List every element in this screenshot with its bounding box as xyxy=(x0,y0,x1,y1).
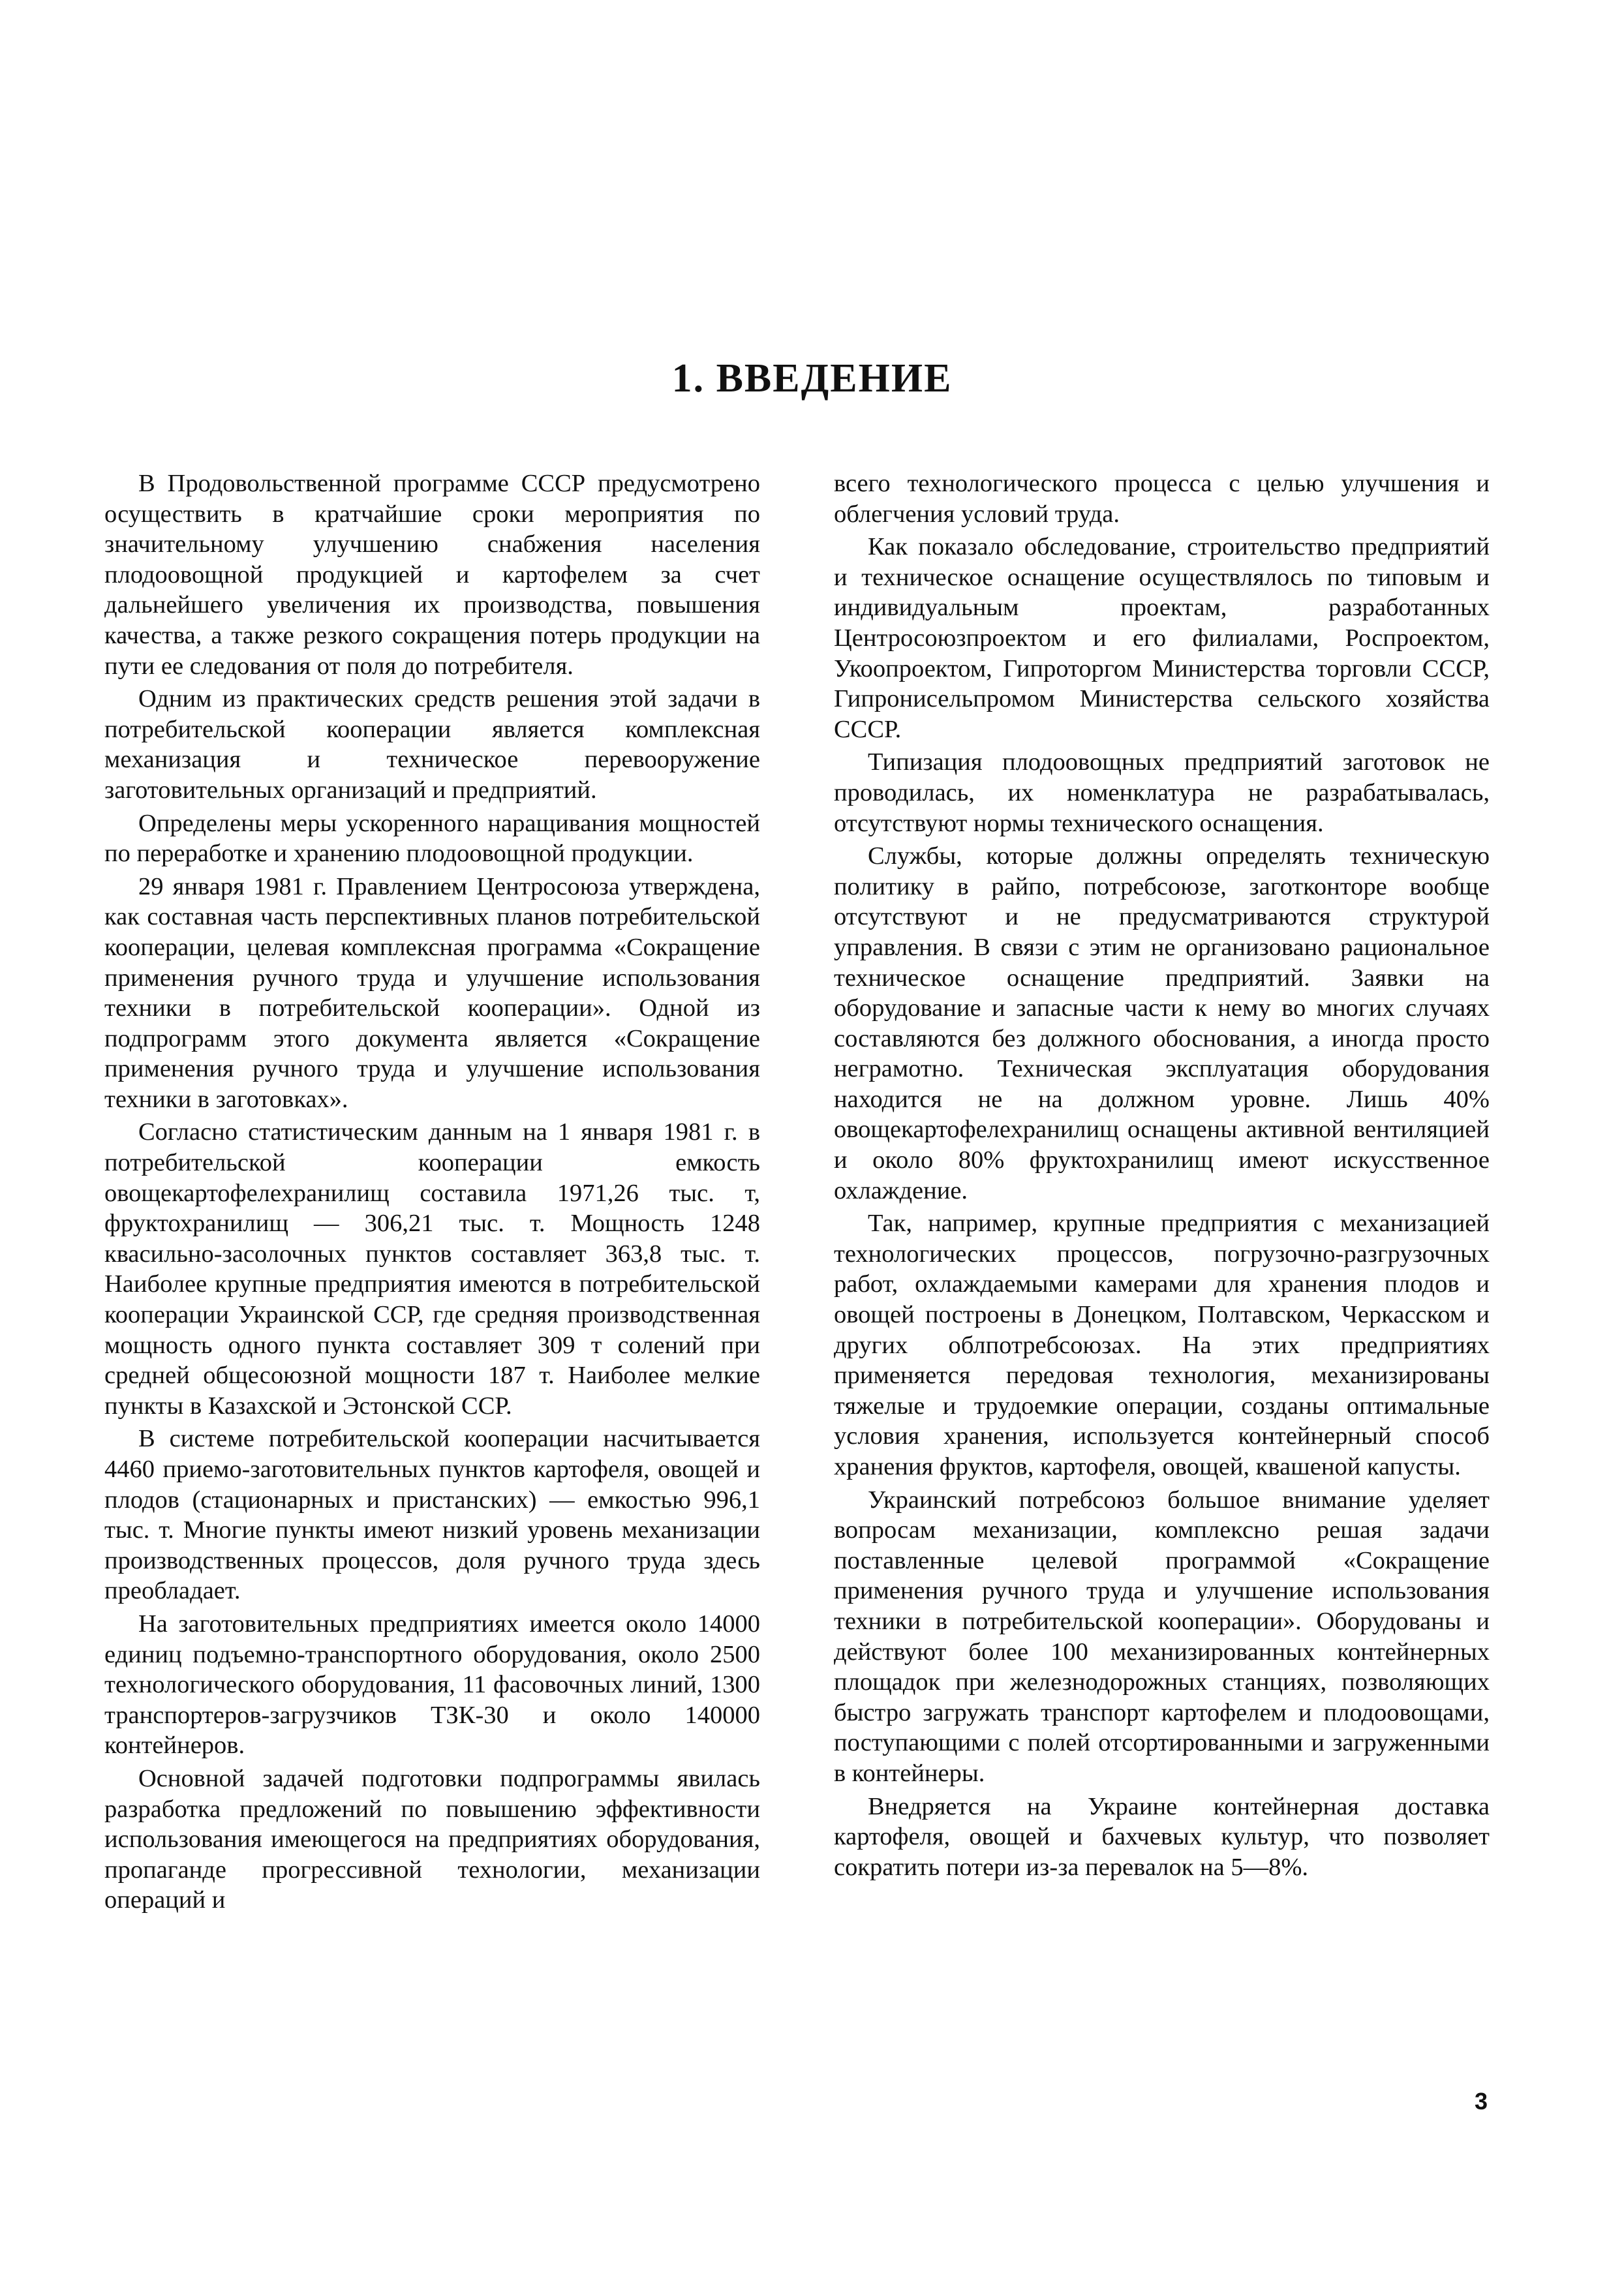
paragraph-large-enterprises: Так, например, крупные предприятия с механизацией технологических процессов, погрузочно-разгрузочных работ, охлаждаемыми камерами для хранения плодов и овощей построены в Донецком, Полтавском, Черкасском и других облпотребсоюзах. На этих предприятиях применяется передовая технология, механизированы тяжелые и трудоемкие операции, созданы оптимальные условия хранения, используется контейнерный способ хранения фруктов, картофеля, овощей, квашеной капусты. xyxy=(834,1210,1490,1480)
paragraph-continuation: всего технологического процесса с целью улучшения и облегчения условий труда. xyxy=(834,470,1490,528)
paragraph-equipment: На заготовительных предприятиях имеется около 14000 единиц подъемно-транспортного оборудования, около 2500 технологического оборудования, 11 фасовочных линий, 1300 транспортеров-загрузчиков ТЗК-30 и около 140000 контейнеров. xyxy=(104,1610,760,1760)
paragraph-procurement-points: В системе потребительской кооперации насчитывается 4460 приемо-заготовительных пунктов картофеля, овощей и плодов (стационарных и пристанских) — емкостью 996,1 тыс. т. Многие пункты имеют низкий уровень механизации производственных процессов, доля ручного труда здесь преобладает. xyxy=(104,1425,760,1605)
paragraph-container-delivery: Внедряется на Украине контейнерная доставка картофеля, овощей и бахчевых культур, что позволяет сократить потери из-за перевалок на 5—8%. xyxy=(834,1792,1490,1881)
paragraph-statistics: Согласно статистическим данным на 1 января 1981 г. в потребительской кооперации емкость овощекартофелехранилищ составила 1971,26 тыс. т, фруктохранилищ — 306,21 тыс. т. Мощность 1248 квасильно-засолочных пунктов составляет 363,8 тыс. т. Наиболее крупные предприятия имеются в потребительской кооперации Украинской ССР, где средняя производственная мощность одного пункта составляет 309 т солений при средней общесоюзной мощности 187 т. Наиболее мелкие пункты в Казахской и Эстонской ССР. xyxy=(104,1118,760,1420)
left-column xyxy=(104,468,760,1918)
paragraph-intro: В Продовольственной программе СССР предусмотрено осуществить в кратчайшие сроки мероприятия по значительному улучшению снабжения населения плодоовощной продукцией и картофелем за счет дальнейшего увеличения их производства, повышения качества, а также резкого сокращения потерь продукции на пути ее следования от поля до потребителя. xyxy=(104,470,760,680)
paragraph-program-1981: 29 января 1981 г. Правлением Центросоюза утверждена, как составная часть перспективных планов потребительской кооперации, целевая комплексная программа «Сокращение применения ручного труда и улучшение использования техники в потребительской кооперации». Одной из подпрограмм этого документа является «Сокращение применения ручного труда и улучшение использования техники в заготовках». xyxy=(104,872,760,1113)
paragraph-ukrainian-union: Украинский потребсоюз большое внимание уделяет вопросам механизации, комплексно решая задачи поставленные целевой программой «Сокращение применения ручного труда и улучшение использования техники в потребительской кооперации». Оборудованы и действуют более 100 механизированных контейнерных площадок при железнодорожных станциях, позволяющих быстро загружать транспорт картофелем и плодоовощами, поступающими с полей отсортированными и загруженными в контейнеры. xyxy=(834,1486,1490,1787)
paragraph-technical-services: Службы, которые должны определять техническую политику в райпо, потребсоюзе, заготконторе вообще отсутствуют и не предусматриваются структурой управления. В связи с этим не организовано рациональное техническое оснащение предприятий. Заявки на оборудование и запасные части к нему во многих случаях составляются без должного обоснования, а иногда просто неграмотно. Техническая эксплуатация оборудования находится не на должном уровне. Лишь 40% овощекартофелехранилищ оснащены активной вентиляцией и около 80% фруктохранилищ имеют искусственное охлаждение. xyxy=(834,842,1490,1204)
paragraph-mechanization: Одним из практических средств решения этой задачи в потребительской кооперации является комплексная механизация и техническое перевооружение заготовительных организаций и предприятий. xyxy=(104,685,760,804)
right-column xyxy=(834,468,1490,1885)
paragraph-capacity-measures: Определены меры ускоренного наращивания мощностей по переработке и хранению плодоовощной продукции. xyxy=(104,809,760,868)
paragraph-main-task: Основной задачей подготовки подпрограммы явилась разработка предложений по повышению эффективности использования имеющегося на предприятиях оборудования, пропаганде прогрессивной технологии, механизации операций и xyxy=(104,1764,760,1914)
paragraph-survey: Как показало обследование, строительство предприятий и техническое оснащение осуществлялось по типовым и индивидуальным проектам, разработанных Центросоюзпроектом и его филиалами, Роспроектом, Укоопроектом, Гипроторгом Министерства торговли СССР, Гипронисельпромом Министерства сельского хозяйства СССР. xyxy=(834,533,1490,743)
paragraph-typification: Типизация плодоовощных предприятий заготовок не проводилась, их номенклатура не разрабатывалась, отсутствуют нормы технического оснащения. xyxy=(834,748,1490,837)
chapter-title: 1. ВВЕДЕНИЕ xyxy=(671,356,953,401)
page-number: 3 xyxy=(1474,2088,1488,2115)
